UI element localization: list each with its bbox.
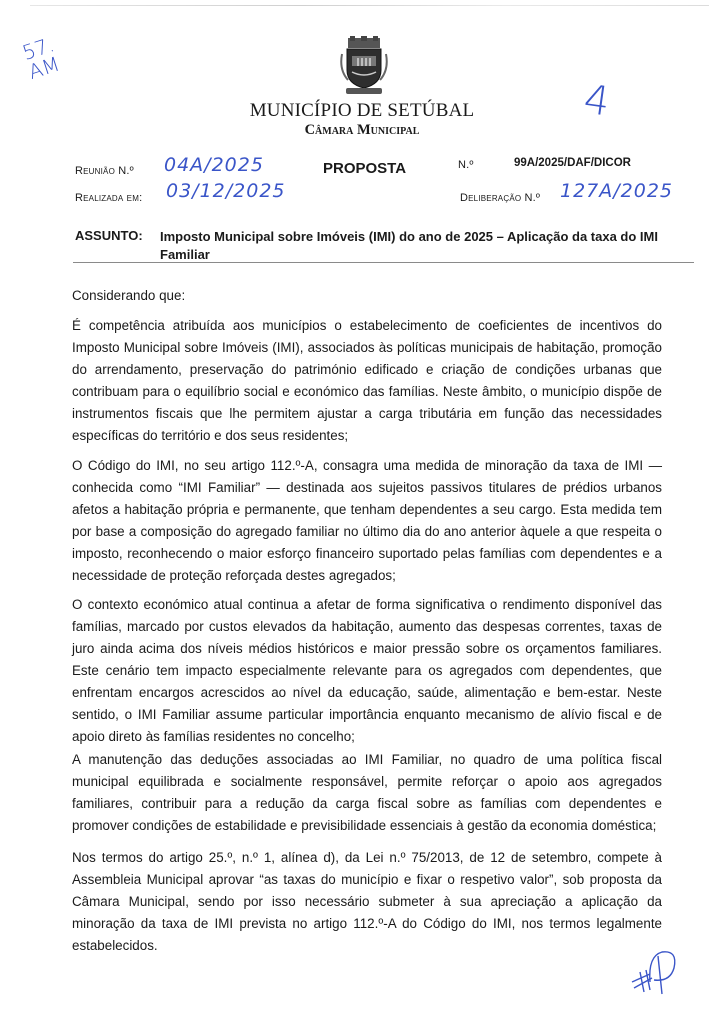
- body-paragraph: Nos termos do artigo 25.º, n.º 1, alínea d), da Lei n.º 75/2013, de 12 de setembro, compete à Assembleia Municipal aprovar “as taxas do município e fixar o respetivo valor”, sob proposta da Câmara Municipal, sendo por isso necessário submeter à sua apreciação a aplicação da minoração da taxa de IMI prevista no artigo 112.º-A do Código do IMI, nos termos legalmente estabelecidos.: [72, 850, 662, 953]
- body-paragraph: O contexto económico atual continua a afetar de forma significativa o rendimento disponível das famílias, marcado por custos elevados da habitação, aumento das despesas correntes, taxas de juro ainda acima dos níveis médios históricos e maior pressão sobre os orçamentos familiares. Este cenário tem impacto especialmente relevante para os agregados com dependentes, que enfrentam encargos acrescidos ao nível da educação, saúde, alimentação e bem-estar. Neste sentido, o IMI Familiar assume particular importância enquanto mecanismo de alívio fiscal e de apoio direto às famílias residentes no concelho;: [72, 597, 662, 744]
- handwritten-margin-note: 57. AM: [19, 32, 63, 84]
- municipality-title: MUNICÍPIO DE SETÚBAL: [249, 100, 475, 121]
- intro-paragraph: Considerando que:: [72, 288, 186, 303]
- reuniao-label: Reunião N.º: [75, 165, 134, 177]
- realizada-value: 03/12/2025: [166, 180, 286, 202]
- assunto-text: Imposto Municipal sobre Imóveis (IMI) do ano de 2025 – Aplicação da taxa do IMI Familiar: [160, 229, 658, 262]
- header-separator: [73, 262, 694, 263]
- body-paragraph: O Código do IMI, no seu artigo 112.º-A, consagra uma medida de minoração da taxa de IMI — conhecida como “IMI Familiar” — destinada aos sujeitos passivos titulares de prédios urbanos afetos a habitação própria e permanente, que tenham dependentes a seu cargo. Esta medida tem por base a composição do agregado familiar no último dia do ano anterior àquele a que respeita o imposto, reconhecendo o maior esforço financeiro suportado pelas famílias com dependentes e a necessidade de proteção reforçada destes agregados;: [72, 458, 662, 583]
- handwritten-page-number: 4: [580, 76, 613, 126]
- scan-edge-line: [30, 5, 709, 6]
- signature-icon: [628, 948, 688, 996]
- proposal-reference: 99A/2025/DAF/DICOR: [514, 157, 631, 169]
- municipality-subtitle: Câmara Municipal: [304, 122, 420, 138]
- deliberacao-value: 127A/2025: [560, 180, 674, 202]
- numero-label: N.º: [458, 159, 474, 171]
- realizada-label: Realizada em:: [75, 192, 143, 204]
- proposta-label: PROPOSTA: [323, 160, 407, 177]
- coat-of-arms-icon: [338, 36, 390, 96]
- deliberacao-label: Deliberação N.º: [460, 192, 541, 204]
- reuniao-value: 04A/2025: [164, 154, 264, 176]
- body-paragraph: É competência atribuída aos municípios o estabelecimento de coeficientes de incentivos do Imposto Municipal sobre Imóveis (IMI), associados às políticas municipais de habitação, promoção do arrendamento, preservação do património edificado e criação de condições urbanas que contribuam para o equilíbrio social e económico das famílias. Neste âmbito, o município dispõe de instrumentos fiscais que lhe permitem ajustar a carga tributária em função das necessidades específicas do território e dos seus residentes;: [72, 318, 662, 443]
- assunto-label: ASSUNTO:: [75, 228, 143, 243]
- body-paragraph: A manutenção das deduções associadas ao IMI Familiar, no quadro de uma política fiscal municipal equilibrada e socialmente responsável, permite reforçar o apoio aos agregados familiares, contribuir para a redução da carga fiscal sobre as famílias com dependentes e promover condições de estabilidade e previsibilidade essenciais à gestão da economia doméstica;: [72, 752, 662, 833]
